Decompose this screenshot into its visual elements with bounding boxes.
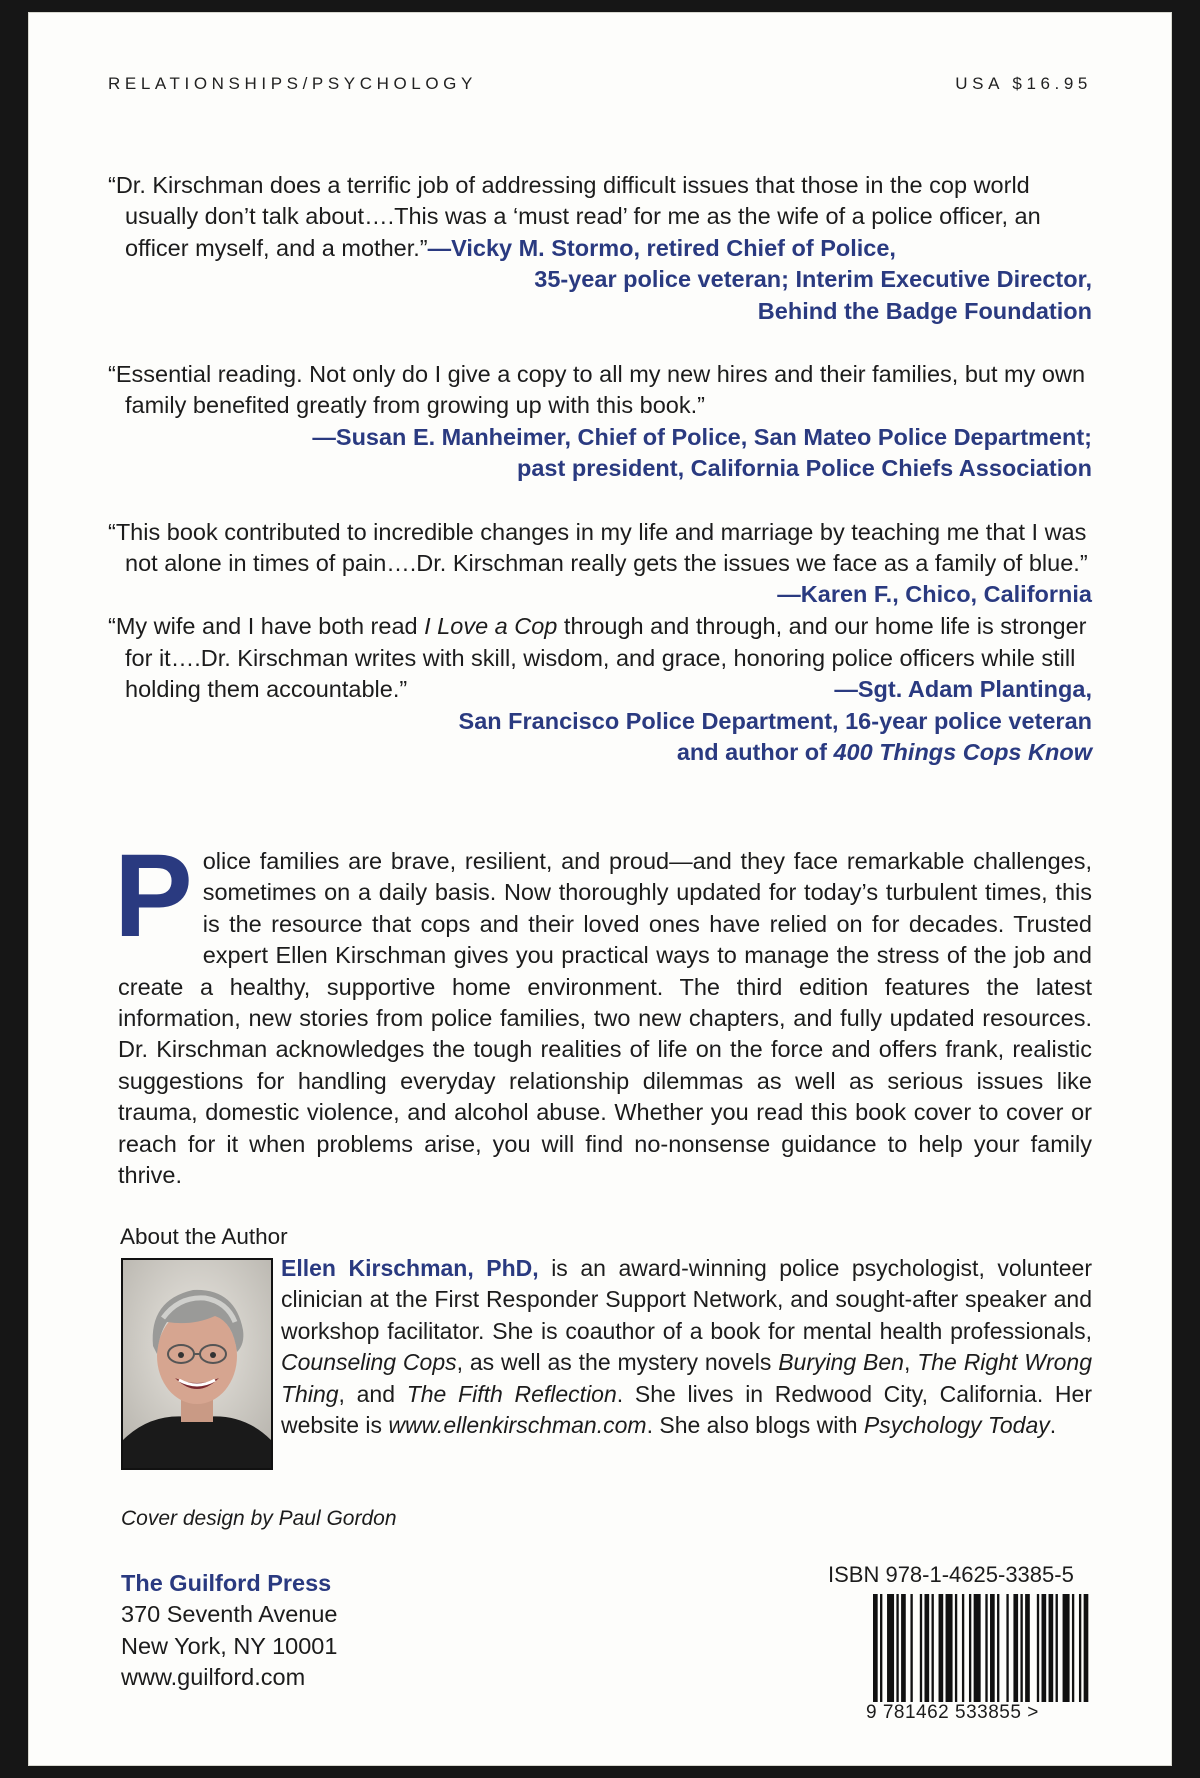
endorsement-attribution: —Karen F., Chico, California (777, 581, 1092, 608)
endorsement-attribution: —Vicky M. Stormo, retired Chief of Police, (427, 234, 896, 261)
endorsement-quote: “Essential reading. Not only do I give a copy to all my new hires and their families, but my own family benefited greatly from growing up with this book.” (108, 361, 1086, 419)
drop-cap: P (114, 830, 193, 962)
bio-text: . She also blogs with (646, 1412, 864, 1439)
publisher-address: 370 Seventh Avenue (121, 1601, 338, 1628)
barcode-bar (896, 1594, 898, 1702)
bio-text: , as well as the mystery novels (456, 1349, 779, 1376)
endorsement-attribution: past president, California Police Chiefs Association (516, 455, 1092, 482)
barcode-bar (969, 1594, 971, 1702)
endorsement (108, 517, 1092, 608)
barcode-icon (873, 1594, 1093, 1706)
barcode-bar (946, 1594, 953, 1702)
endorsement-attribution: —Susan E. Manheimer, Chief of Police, San Mateo Police Department; (312, 423, 1092, 450)
endorsement-quote: “Dr. Kirschman does a terrific job of addressing difficult issues that those in the cop world usually don’t talk about….This was a ‘must read’ for me as the wife of a police officer, an officer myself, and a mother.” (108, 172, 1041, 261)
author-portrait-icon (123, 1260, 271, 1468)
barcode-bar (974, 1594, 981, 1702)
endorsement (108, 170, 1092, 327)
barcode-bar (955, 1594, 957, 1702)
endorsement-quote: “This book contributed to incredible changes in my life and marriage by teaching me that I was not alone in times of pain….Dr. Kirschman really gets the issues we face as a family of blue.” (108, 518, 1088, 577)
endorsement-attribution: —Sgt. Adam Plantinga, (834, 676, 1092, 703)
book-title: I Love a Cop (424, 613, 558, 640)
author-website: www.ellenkirschman.com (388, 1412, 647, 1439)
publisher-website: www.guilford.com (121, 1664, 306, 1691)
endorsement-quote: “My wife and I have both read (108, 613, 425, 640)
barcode-bar (901, 1594, 906, 1702)
barcode-bar (1063, 1594, 1070, 1702)
blog-name: Psychology Today (863, 1412, 1050, 1439)
barcode-bar (1025, 1594, 1030, 1702)
barcode-bar (1079, 1594, 1081, 1702)
barcode-bar (990, 1594, 995, 1702)
book-description (114, 830, 1092, 1191)
publisher-address: New York, NY 10001 (121, 1632, 338, 1659)
bio-text: . (1049, 1412, 1057, 1439)
book-title: Burying Ben (778, 1349, 904, 1376)
barcode-bar (1037, 1594, 1039, 1702)
about-heading: About the Author (120, 1224, 288, 1249)
barcode-bar (1042, 1594, 1047, 1702)
price-label: USA $16.95 (955, 74, 1092, 93)
bio-text: . She lives in Redwood City, California. Her website is (281, 1380, 1092, 1439)
publisher-name: The Guilford Press (121, 1570, 332, 1596)
barcode-bar (1072, 1594, 1074, 1702)
book-title: The Fifth Reflection (406, 1380, 617, 1407)
barcode-digits: 9 781462 533855 > (866, 1702, 1039, 1723)
category-label: RELATIONSHIPS/PSYCHOLOGY (108, 74, 477, 93)
barcode-bar (1049, 1594, 1054, 1702)
isbn-label: ISBN 978-1-4625-3385-5 (828, 1562, 1074, 1587)
barcode-bar (962, 1594, 964, 1702)
barcode-bar (1084, 1594, 1089, 1702)
description-text: olice families are brave, resilient, and proud—and they face remarkable challenges, sometimes on a daily basis. Now thoroughly updated for today’s turbulent times, this is the resource that cops and their loved ones have relied on for decades. Trusted expert Ellen Kirschman gives you practical ways to manage the stress of the job and create a healthy, supportive home environment. The third edition features the latest information, new stories from police families, two new chapters, and fully updated resources. Dr. Kirschman acknowledges the tough realities of life on the force and offers frank, realistic suggestions for handling everyday relationship dilemmas as well as serious issues like trauma, domestic violence, and alcohol abuse. Whether you read this book cover to cover or reach for it when problems arise, you will find no-nonsense guidance to help your family thrive. (118, 848, 1092, 1189)
endorsement-attribution: Behind the Badge Foundation (757, 297, 1092, 324)
author-photo (121, 1258, 273, 1470)
attribution-text: and author of (676, 739, 834, 766)
endorsement-attribution (125, 737, 1092, 768)
barcode-bar (932, 1594, 934, 1702)
barcode-bar (910, 1594, 912, 1702)
barcode-bar (873, 1594, 878, 1702)
book-back-cover (28, 12, 1172, 1766)
barcode-bar (920, 1594, 922, 1702)
endorsement (108, 359, 1092, 485)
cover-header (108, 74, 1092, 94)
book-title: Counseling Cops (281, 1349, 457, 1376)
endorsement (108, 611, 1092, 768)
barcode-bar (1013, 1594, 1018, 1702)
book-title: The Right Wrong Thing (281, 1349, 1092, 1407)
barcode-bar (985, 1594, 987, 1702)
endorsement-attribution: San Francisco Police Department, 16-year police veteran (458, 707, 1092, 734)
cover-credit: Cover design by Paul Gordon (121, 1507, 397, 1530)
barcode-bar (1020, 1594, 1022, 1702)
book-title: 400 Things Cops Know (833, 739, 1092, 766)
barcode-bar (939, 1594, 944, 1702)
barcode-bar (924, 1594, 929, 1702)
endorsement-quote: through and through, and our home life is stronger for it….Dr. Kirschman writes with skill, wisdom, and grace, honoring police officers while still holding them accountable.” (125, 613, 1087, 703)
barcode-bar (1006, 1594, 1008, 1702)
author-bio (281, 1253, 1092, 1441)
author-name: Ellen Kirschman, PhD, (281, 1255, 539, 1281)
bio-text: is an award-winning police psychologist, volunteer clinician at the First Responder Support Network, and sought-after speaker and workshop facilitator. She is coauthor of a book for mental health professionals, (281, 1255, 1092, 1344)
bio-text: , (903, 1349, 918, 1376)
barcode-bar (887, 1594, 894, 1702)
barcode-bar (1056, 1594, 1058, 1702)
endorsement-attribution: 35-year police veteran; Interim Executive Director, (534, 266, 1092, 293)
publisher-block (121, 1568, 337, 1694)
barcode-bar (880, 1594, 882, 1702)
bio-text: , and (338, 1380, 407, 1407)
endorsements (108, 170, 1092, 801)
barcode-bar (997, 1594, 999, 1702)
